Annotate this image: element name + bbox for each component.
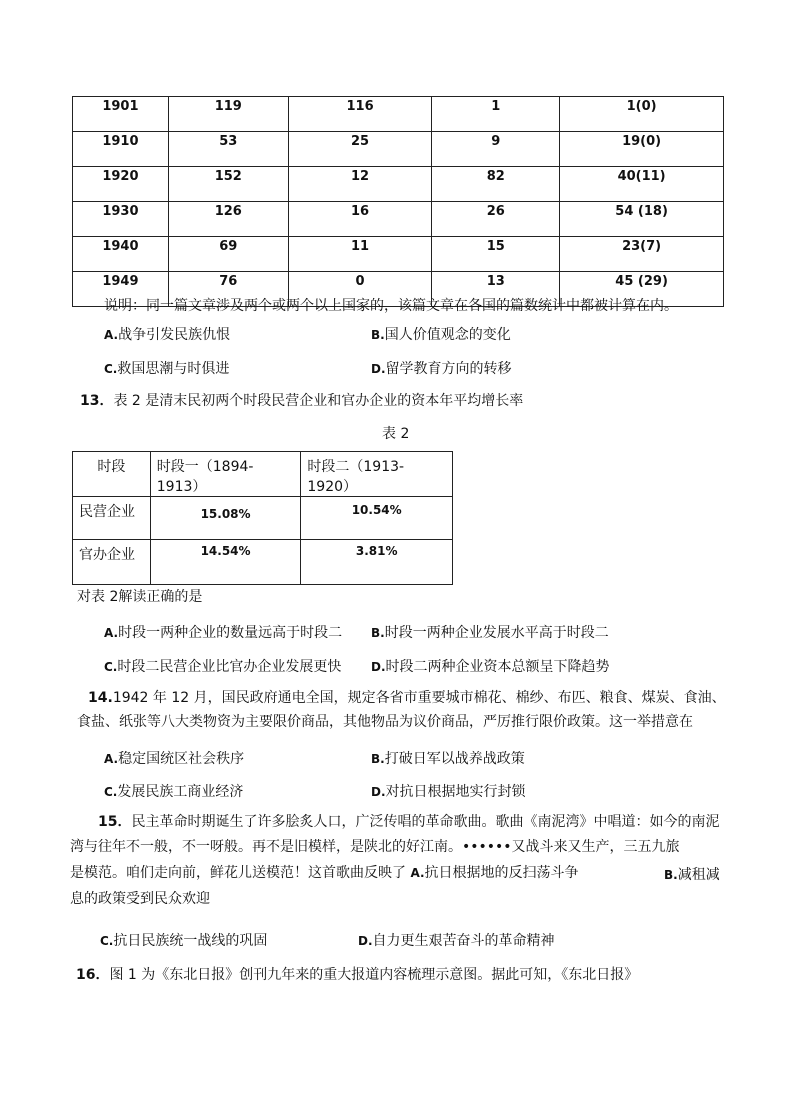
q12-option-a[interactable]: A.战争引发民族仇恨 [104, 327, 231, 343]
q15-option-b-continued: 息的政策受到民众欢迎 [70, 891, 210, 907]
q15-stem-line-2: 湾与往年不一般，不一呀般。再不是旧模样，是陕北的好江南。••••••又战斗来又生产，三五九旅 [70, 839, 680, 855]
table-1-cell: 1920 [73, 167, 169, 202]
table-1-cell: 26 [432, 202, 560, 237]
table-1-cell: 23(7) [560, 237, 724, 272]
table-row [73, 132, 724, 167]
table-1-cell: 19(0) [560, 132, 724, 167]
table-row [73, 97, 724, 132]
table-2-title: 表 2 [382, 426, 410, 442]
q15-option-b[interactable]: B.减租减 [664, 867, 720, 883]
q15-option-a[interactable]: A.抗日根据地的反扫荡斗争 [410, 865, 579, 881]
q13-option-a[interactable]: A.时段一两种企业的数量远高于时段二 [104, 625, 343, 641]
q14-option-a[interactable]: A.稳定国统区社会秩序 [104, 751, 245, 767]
q12-option-b[interactable]: B.国人价值观念的变化 [371, 327, 511, 343]
table-row [73, 497, 453, 540]
table-1-cell: 54 (18) [560, 202, 724, 237]
table-2-header-row [73, 452, 453, 497]
table-row [73, 237, 724, 272]
table-1-cell: 82 [432, 167, 560, 202]
table-2-cell: 14.54% [150, 540, 301, 585]
table-1-cell: 0 [288, 272, 432, 307]
table-row [73, 167, 724, 202]
q16-stem: 16．图 1 为《东北日报》创刊九年来的重大报道内容梳理示意图。据此可知，《东北日报》 [76, 967, 639, 983]
q15-option-c[interactable]: C.抗日民族统一战线的巩固 [100, 933, 268, 949]
table-1-cell: 1930 [73, 202, 169, 237]
q12-option-d[interactable]: D.留学教育方向的转移 [371, 361, 512, 377]
table-1-cell: 13 [432, 272, 560, 307]
table-2-header: 时段一（1894-1913） [150, 452, 301, 497]
table-1-cell: 25 [288, 132, 432, 167]
table-2-cell: 10.54% [301, 497, 453, 540]
table-2-header: 时段二（1913-1920） [301, 452, 453, 497]
q14-stem-line-2: 食盐、纸张等八大类物资为主要限价商品，其他物品为议价商品，严厉推行限价政策。这一举措意在 [77, 714, 693, 730]
data-table-2 [72, 451, 453, 585]
q15-stem-line-3: 是模范。咱们走向前，鲜花儿送模范！这首歌曲反映了 A.抗日根据地的反扫荡斗争 [70, 865, 579, 881]
table-1-cell: 69 [168, 237, 288, 272]
table-row [73, 540, 453, 585]
table-1-cell: 16 [288, 202, 432, 237]
table-1-cell: 152 [168, 167, 288, 202]
table-1-cell: 1(0) [560, 97, 724, 132]
table-2-cell: 3.81% [301, 540, 453, 585]
table-1-note: 说明：同一篇文章涉及两个或两个以上国家的，该篇文章在各国的篇数统计中都被计算在内。 [104, 298, 678, 314]
q15-stem-line-1: 15．民主革命时期诞生了许多脍炙人口，广泛传唱的革命歌曲。歌曲《南泥湾》中唱道：如今的南泥 [98, 814, 720, 830]
table-1-body [73, 97, 724, 307]
table-1-cell: 45 (29) [560, 272, 724, 307]
table-1-cell: 9 [432, 132, 560, 167]
table-2-cell: 15.08% [150, 497, 301, 540]
table-2-header: 时段 [73, 452, 151, 497]
q13-option-c[interactable]: C.时段二民营企业比官办企业发展更快 [104, 659, 342, 675]
table-1-cell: 1910 [73, 132, 169, 167]
table-2-cell: 官办企业 [73, 540, 151, 585]
table-2-cell: 民营企业 [73, 497, 151, 540]
table-1-cell: 1 [432, 97, 560, 132]
q14-option-d[interactable]: D.对抗日根据地实行封锁 [371, 784, 526, 800]
q13-option-b[interactable]: B.时段一两种企业发展水平高于时段二 [371, 625, 609, 641]
q13-option-d[interactable]: D.时段二两种企业资本总额呈下降趋势 [371, 659, 610, 675]
table-1-cell: 116 [288, 97, 432, 132]
table-1-cell: 12 [288, 167, 432, 202]
table-1-cell: 40(11) [560, 167, 724, 202]
table-1-cell: 1940 [73, 237, 169, 272]
q13-stem: 13．表 2 是清末民初两个时段民营企业和官办企业的资本年平均增长率 [80, 393, 524, 409]
table-1-cell: 53 [168, 132, 288, 167]
q13-question: 对表 2解读正确的是 [77, 589, 203, 605]
table-1-cell: 1949 [73, 272, 169, 307]
table-1-cell: 11 [288, 237, 432, 272]
table-row [73, 202, 724, 237]
q12-option-c[interactable]: C.救国思潮与时俱进 [104, 361, 230, 377]
table-1-cell: 15 [432, 237, 560, 272]
data-table-1 [72, 96, 724, 307]
q15-option-d[interactable]: D.自力更生艰苦奋斗的革命精神 [358, 933, 555, 949]
table-1-cell: 126 [168, 202, 288, 237]
q14-option-c[interactable]: C.发展民族工商业经济 [104, 784, 244, 800]
table-1-cell: 119 [168, 97, 288, 132]
table-1-cell: 76 [168, 272, 288, 307]
q14-stem-line-1: 14.1942 年 12 月，国民政府通电全国，规定各省市重要城市棉花、棉纱、布匹、粮食、煤炭、食油、 [88, 690, 726, 706]
table-1-cell: 1901 [73, 97, 169, 132]
q14-option-b[interactable]: B.打破日军以战养战政策 [371, 751, 525, 767]
